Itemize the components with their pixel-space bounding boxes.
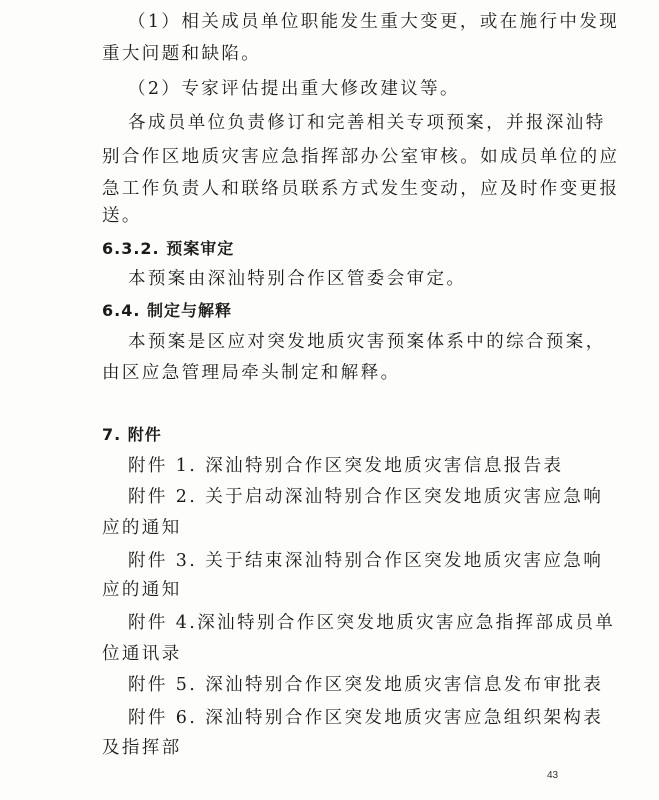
paragraph-line: 重大问题和缺陷。: [102, 44, 262, 64]
page-number: 43: [547, 770, 559, 781]
attachment-item: 应的通知: [102, 518, 182, 538]
attachment-item: 附件 3. 关于结束深汕特别合作区突发地质灾害应急响: [128, 551, 604, 571]
attachment-item: 位通讯录: [102, 644, 182, 664]
paragraph-line: （2）专家评估提出重大修改建议等。: [128, 79, 460, 99]
paragraph-line: （1）相关成员单位职能发生重大变更，或在施行中发现: [128, 12, 620, 32]
attachment-item: 附件 2. 关于启动深汕特别合作区突发地质灾害应急响: [128, 487, 604, 507]
section-heading-6-4: 6.4. 制定与解释: [102, 301, 232, 320]
paragraph-line: 各成员单位负责修订和完善相关专项预案，并报深汕特: [128, 113, 606, 133]
attachment-item: 附件 5. 深汕特别合作区突发地质灾害信息发布审批表: [128, 675, 604, 695]
paragraph-line: 送。: [102, 206, 142, 226]
section-body: 由区应急管理局牵头制定和解释。: [102, 363, 401, 383]
attachment-item: 应的通知: [102, 580, 182, 600]
section-heading-7: 7. 附件: [102, 425, 162, 444]
paragraph-line: 别合作区地质灾害应急指挥部办公室审核。如成员单位的应: [102, 147, 620, 167]
section-body: 本预案由深汕特别合作区管委会审定。: [128, 269, 467, 289]
section-body: 本预案是区应对突发地质灾害预案体系中的综合预案，: [128, 332, 606, 352]
attachment-item: 附件 6. 深汕特别合作区突发地质灾害应急组织架构表: [128, 708, 604, 728]
section-heading-6-3-2: 6.3.2. 预案审定: [102, 239, 235, 258]
paragraph-line: 急工作负责人和联络员联系方式发生变动，应及时作变更报: [102, 179, 620, 199]
attachment-item: 附件 1. 深汕特别合作区突发地质灾害信息报告表: [128, 456, 564, 476]
attachment-item: 附件 4.深汕特别合作区突发地质灾害应急指挥部成员单: [128, 613, 616, 633]
attachment-item: 及指挥部: [102, 738, 182, 758]
